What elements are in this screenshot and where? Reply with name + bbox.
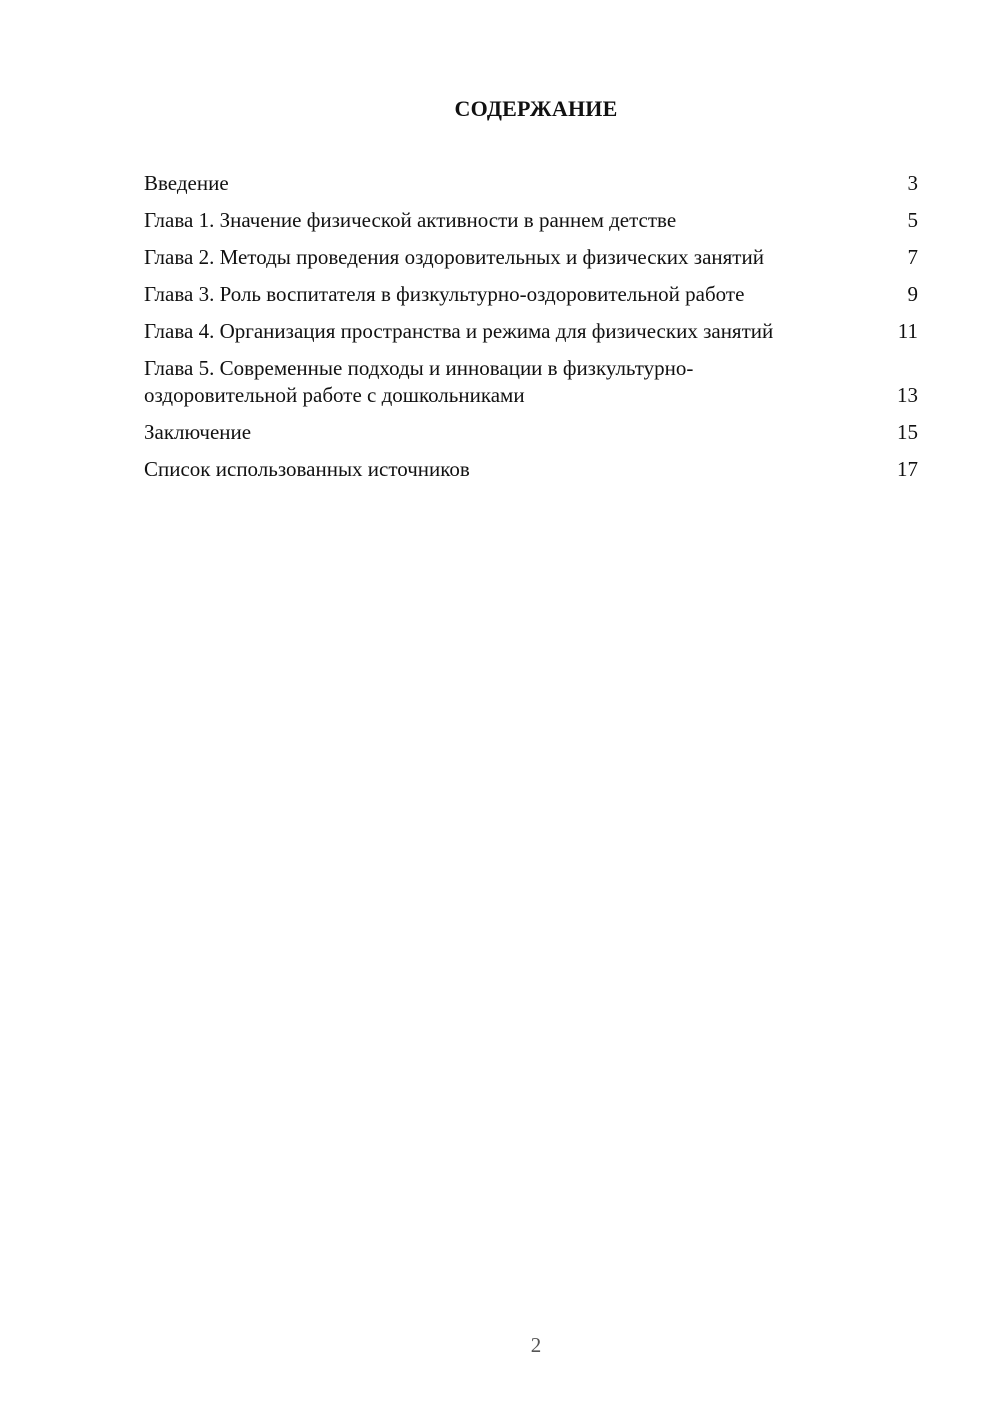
- toc-entry-label: Введение: [144, 171, 229, 195]
- toc-entry-page-number: 5: [907, 208, 918, 232]
- page-number: 2: [530, 1333, 542, 1357]
- toc-entry-references: [144, 456, 918, 483]
- toc-entry-page-number: 13: [897, 383, 918, 407]
- toc-entry-label: Глава 3. Роль воспитателя в физкультурно-оздоровительной работе: [144, 282, 745, 306]
- toc-entry-conclusion: [144, 419, 918, 446]
- table-of-contents: [144, 170, 918, 493]
- toc-entry-chapter-1: [144, 207, 918, 234]
- toc-entry-label: Заключение: [144, 420, 252, 444]
- toc-entry-chapter-4: [144, 318, 918, 345]
- toc-entry-label: Глава 1. Значение физической активности в раннем детстве: [144, 208, 677, 232]
- toc-entry-chapter-3: [144, 281, 918, 308]
- toc-entry-chapter-2: [144, 244, 918, 271]
- toc-entry-label: Список использованных источников: [144, 457, 470, 481]
- toc-entry-page-number: 7: [907, 245, 918, 269]
- toc-entry-page-number: 17: [897, 457, 918, 481]
- toc-entry-page-number: 15: [897, 420, 918, 444]
- toc-entry-page-number: 11: [897, 319, 918, 343]
- toc-entry-label: Глава 5. Современные подходы и инновации в физкультурно-оздоровительной работе с дошкольниками: [144, 356, 694, 407]
- toc-entry-label: Глава 2. Методы проведения оздоровительных и физических занятий: [144, 245, 764, 269]
- toc-entry-page-number: 9: [907, 282, 918, 306]
- toc-entry-chapter-5: [144, 355, 918, 409]
- page-title: СОДЕРЖАНИЕ: [454, 96, 618, 121]
- toc-entry-introduction: [144, 170, 918, 197]
- toc-entry-label: Глава 4. Организация пространства и режима для физических занятий: [144, 319, 774, 343]
- toc-entry-page-number: 3: [907, 171, 918, 195]
